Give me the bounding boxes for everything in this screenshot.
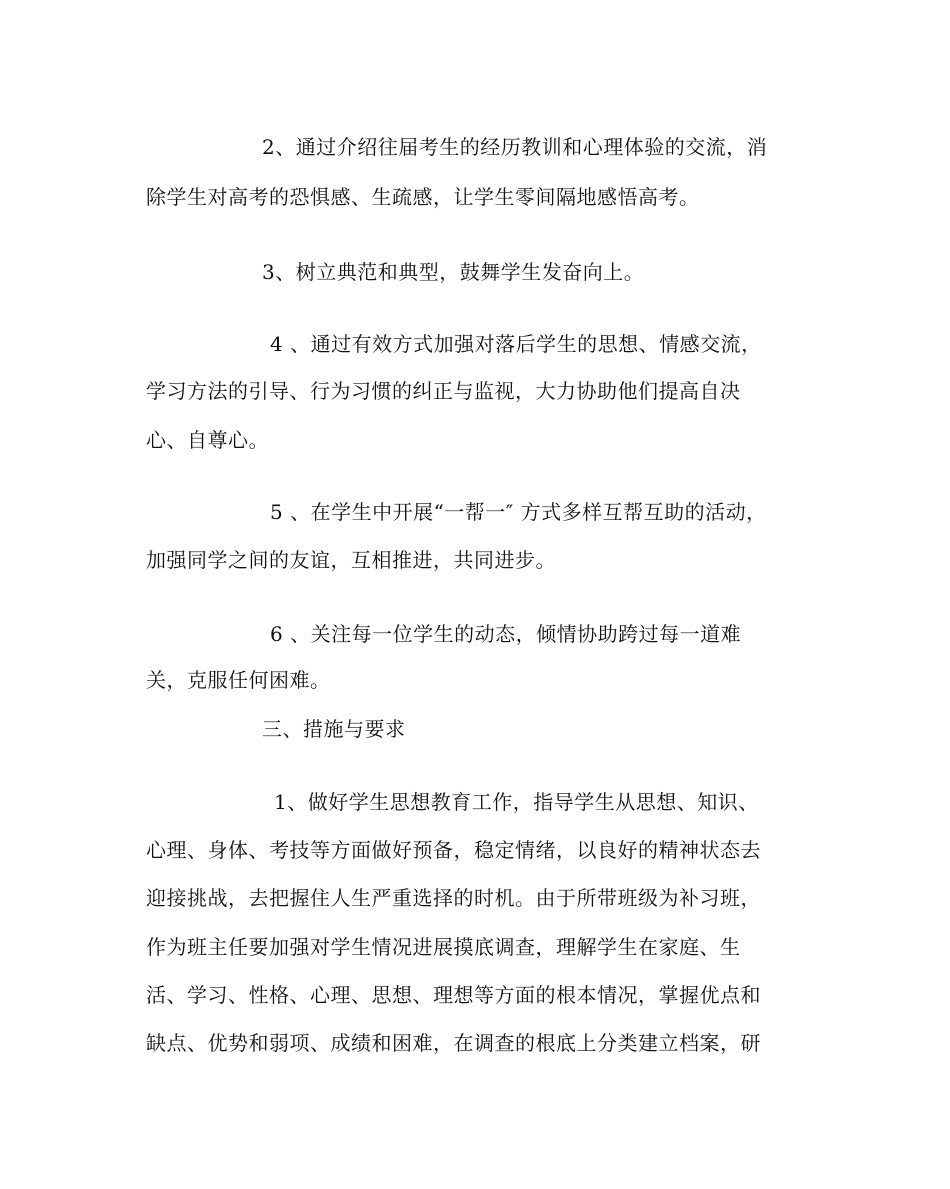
measure-1-line-2: 心理、身体、考技等方面做好预备，稳定情绪，以良好的精神状态去 [146, 838, 761, 862]
paragraph-3-line-1: 3、树立典范和典型，鼓舞学生发奋向上。 [262, 260, 645, 284]
paragraph-4-line-3: 心、自尊心。 [146, 428, 269, 452]
measure-1-line-3: 迎接挑战，去把握住人生严重选择的时机。由于所带班级为补习班， [146, 886, 761, 910]
paragraph-5-line-1: 5 、在学生中开展“一帮一″ 方式多样互帮互助的活动， [270, 500, 767, 524]
section-heading: 三、措施与要求 [262, 717, 406, 741]
paragraph-2-line-2: 除学生对高考的恐惧感、生疏感，让学生零间隔地感悟高考。 [146, 185, 700, 209]
measure-1-line-6: 缺点、优势和弱项、成绩和困难，在调查的根底上分类建立档案，研 [146, 1031, 761, 1055]
measure-1-line-4: 作为班主任要加强对学生情况进展摸底调查，理解学生在家庭、生 [146, 935, 741, 959]
paragraph-5-line-2: 加强同学之间的友谊，互相推进，共同进步。 [146, 548, 556, 572]
paragraph-4-line-1: 4 、通过有效方式加强对落后学生的思想、情感交流， [270, 332, 762, 356]
measure-1-line-5: 活、学习、性格、心理、思想、理想等方面的根本情况，掌握优点和 [146, 983, 761, 1007]
paragraph-6-line-2: 关，克服任何困难。 [146, 668, 331, 692]
paragraph-4-line-2: 学习方法的引导、行为习惯的纠正与监视，大力协助他们提高自决 [146, 379, 741, 403]
paragraph-6-line-1: 6 、关注每一位学生的动态，倾情协助跨过每一道难 [270, 622, 742, 646]
measure-1-line-1: 1、做好学生思想教育工作，指导学生从思想、知识、 [274, 790, 759, 814]
paragraph-2-line-1: 2、通过介绍往届考生的经历教训和心理体验的交流，消 [262, 135, 768, 159]
